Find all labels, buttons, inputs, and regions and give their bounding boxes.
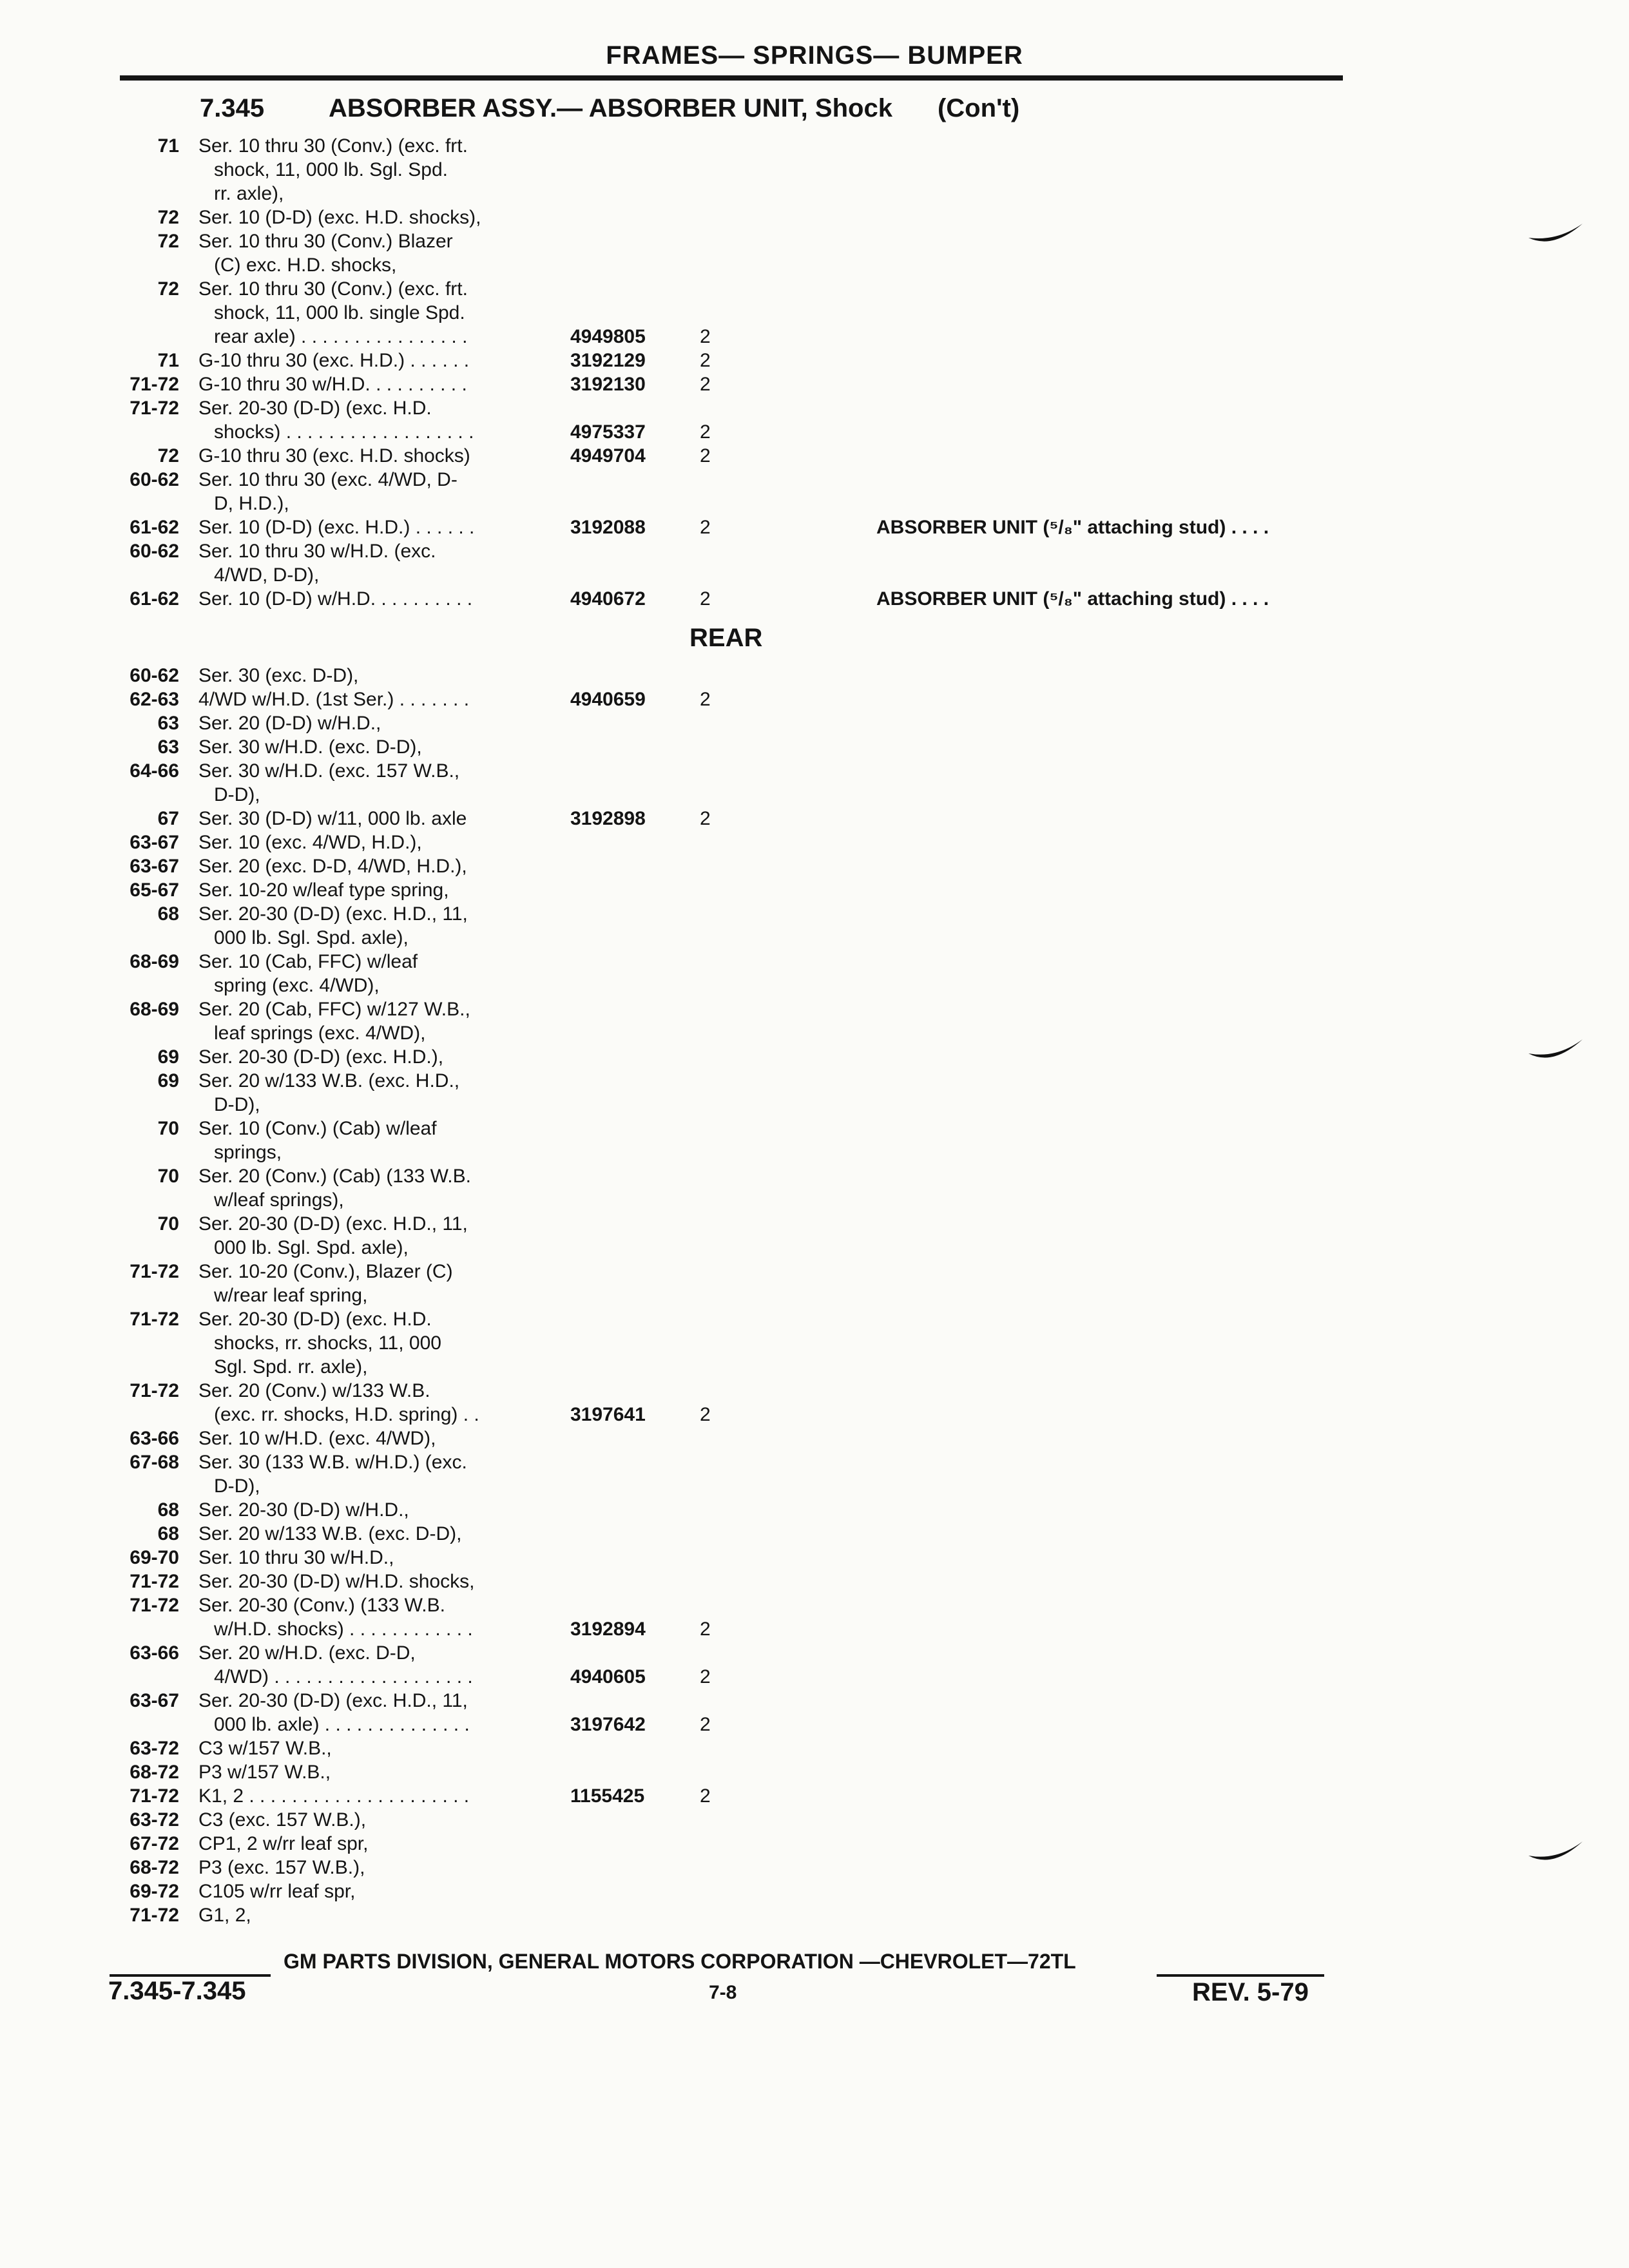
parts-list-entry xyxy=(108,444,1526,468)
entry-description-line: Ser. 20-30 (D-D) w/H.D. shocks, xyxy=(198,1571,475,1592)
entry-description xyxy=(198,1903,653,1927)
entry-description-line: springs, xyxy=(214,1142,282,1163)
page-title: FRAMES— SPRINGS— BUMPER xyxy=(606,41,1023,70)
parts-list-entry xyxy=(108,997,1526,1045)
entry-quantity: 2 xyxy=(700,374,711,395)
parts-list-entry xyxy=(108,759,1526,807)
entry-years: 67-72 xyxy=(130,1833,179,1854)
parts-list-entry xyxy=(108,1307,1526,1379)
entry-description-line: Ser. 20 w/133 W.B. (exc. H.D., xyxy=(198,1070,460,1091)
entry-description-line: Ser. 20-30 (D-D) (exc. H.D. xyxy=(198,398,432,419)
parts-list-entry xyxy=(108,134,1526,206)
entry-description xyxy=(198,950,653,997)
entry-description-line: Ser. 10 (exc. 4/WD, H.D.), xyxy=(198,832,422,853)
entry-part-number: 4940659 xyxy=(570,689,646,710)
parts-list-entry xyxy=(108,1212,1526,1260)
entry-description-line: Ser. 20-30 (D-D) (exc. H.D.), xyxy=(198,1046,444,1068)
entry-years: 69-72 xyxy=(130,1881,179,1902)
entry-description-line: Ser. 20 w/H.D. (exc. D-D, xyxy=(198,1642,416,1664)
entry-years: 71-72 xyxy=(130,1309,179,1330)
parts-list-entry xyxy=(108,587,1526,611)
parts-list-entry xyxy=(108,1546,1526,1570)
entry-note: ABSORBER UNIT (⁵/₈" attaching stud) . . . . xyxy=(876,588,1269,610)
section-continued: (Con't) xyxy=(937,94,1020,122)
entry-description-line: leaf springs (exc. 4/WD), xyxy=(214,1023,426,1044)
entry-description-line: Ser. 10 thru 30 (Conv.) Blazer xyxy=(198,231,453,252)
entry-years: 70 xyxy=(157,1166,179,1187)
parts-list-entry xyxy=(108,1379,1526,1427)
parts-list-entry xyxy=(108,1808,1526,1832)
entry-years: 72 xyxy=(157,445,179,466)
entry-description xyxy=(198,206,653,229)
entry-years: 70 xyxy=(157,1118,179,1139)
parts-list-entry xyxy=(108,1117,1526,1164)
entry-description-line: Ser. 30 (exc. D-D), xyxy=(198,665,359,686)
entry-description-line: Ser. 10 w/H.D. (exc. 4/WD), xyxy=(198,1428,436,1449)
entry-part-number: 4949704 xyxy=(570,445,646,466)
parts-list-entry xyxy=(108,372,1526,396)
entry-part-number: 3197641 xyxy=(570,1404,646,1425)
entry-years: 61-62 xyxy=(130,517,179,538)
parts-list-entry xyxy=(108,1784,1526,1808)
entry-description xyxy=(198,1498,653,1522)
entry-quantity: 2 xyxy=(700,1404,711,1425)
entry-quantity: 2 xyxy=(700,326,711,347)
entry-description xyxy=(198,997,653,1045)
entry-description-line: Ser. 20 (D-D) w/H.D., xyxy=(198,713,381,734)
entry-description xyxy=(198,1522,653,1546)
parts-list-entry xyxy=(108,1522,1526,1546)
entry-description xyxy=(198,134,653,206)
entry-description xyxy=(198,1879,653,1903)
entry-years: 71 xyxy=(157,135,179,157)
parts-list-entry xyxy=(108,229,1526,277)
entry-description xyxy=(198,1736,653,1760)
entry-description-line: Ser. 20-30 (D-D) w/H.D., xyxy=(198,1499,409,1521)
entry-description-line: shocks, rr. shocks, 11, 000 xyxy=(214,1332,441,1354)
entry-description-line: Ser. 20 w/133 W.B. (exc. D-D), xyxy=(198,1523,462,1544)
entry-description-line: Ser. 30 (D-D) w/11, 000 lb. axle xyxy=(198,808,467,829)
parts-list-entry xyxy=(108,831,1526,854)
entry-description-line: (exc. rr. shocks, H.D. spring) . . xyxy=(214,1404,479,1425)
entry-description-line: Ser. 10-20 (Conv.), Blazer (C) xyxy=(198,1261,453,1282)
entry-description xyxy=(198,1045,653,1069)
entry-description-line: D-D), xyxy=(214,1094,260,1115)
parts-list-entry xyxy=(108,1689,1526,1736)
parts-list-entry xyxy=(108,902,1526,950)
binder-mark-icon xyxy=(1527,1836,1585,1869)
entry-description-line: D, H.D.), xyxy=(214,493,289,514)
entry-description-line: Ser. 30 w/H.D. (exc. D-D), xyxy=(198,736,422,758)
entry-description-line: shock, 11, 000 lb. single Spd. xyxy=(214,302,465,323)
entry-years: 71-72 xyxy=(130,1380,179,1401)
parts-list-entry xyxy=(108,1879,1526,1903)
parts-list-entry xyxy=(108,1260,1526,1307)
entry-part-number: 3192129 xyxy=(570,350,646,371)
entry-description xyxy=(198,878,653,902)
entry-description xyxy=(198,1760,653,1784)
footer-page-number: 7-8 xyxy=(709,1982,737,2003)
entry-years: 69 xyxy=(157,1070,179,1091)
entry-description xyxy=(198,854,653,878)
parts-list-entry xyxy=(108,1593,1526,1641)
entry-years: 71-72 xyxy=(130,1785,179,1807)
entry-part-number: 1155425 xyxy=(570,1785,645,1807)
entry-description xyxy=(198,1427,653,1450)
parts-list-entry xyxy=(108,664,1526,687)
entry-description xyxy=(198,711,653,735)
parts-list-entry xyxy=(108,1832,1526,1856)
entry-years: 71-72 xyxy=(130,1905,179,1926)
entry-description xyxy=(198,1856,653,1879)
parts-list-entry xyxy=(108,687,1526,711)
entry-description-line: 4/WD) . . . . . . . . . . . . . . . . . . . xyxy=(214,1666,473,1687)
entry-description-line: D-D), xyxy=(214,1475,260,1497)
entry-years: 69 xyxy=(157,1046,179,1068)
entry-description-line: w/H.D. shocks) . . . . . . . . . . . . xyxy=(214,1619,473,1640)
entry-description-line: Ser. 10 (Conv.) (Cab) w/leaf xyxy=(198,1118,437,1139)
parts-list-entry xyxy=(108,711,1526,735)
entry-description-line: Ser. 10 thru 30 (exc. 4/WD, D- xyxy=(198,469,458,490)
entry-years: 63-67 xyxy=(130,832,179,853)
entry-years: 63 xyxy=(157,713,179,734)
entry-description-line: P3 w/157 W.B., xyxy=(198,1762,331,1783)
entry-quantity: 2 xyxy=(700,445,711,466)
entry-description xyxy=(198,1546,653,1570)
entry-years: 62-63 xyxy=(130,689,179,710)
entry-years: 68-72 xyxy=(130,1857,179,1878)
entry-description-line: 4/WD w/H.D. (1st Ser.) . . . . . . . xyxy=(198,689,470,710)
parts-list-entry xyxy=(108,1045,1526,1069)
entry-description xyxy=(198,1450,653,1498)
entry-description xyxy=(198,1117,653,1164)
entry-description-line: Ser. 10 (D-D) (exc. H.D.) . . . . . . xyxy=(198,517,475,538)
entry-description-line: Ser. 10 thru 30 (Conv.) (exc. frt. xyxy=(198,135,468,157)
entry-description-line: Ser. 10 (Cab, FFC) w/leaf xyxy=(198,951,418,972)
entry-description-line: CP1, 2 w/rr leaf spr, xyxy=(198,1833,369,1854)
parts-list-entry xyxy=(108,515,1526,539)
entry-note: ABSORBER UNIT (⁵/₈" attaching stud) . . . . xyxy=(876,517,1269,538)
parts-list-entry xyxy=(108,396,1526,444)
entry-description-line: K1, 2 . . . . . . . . . . . . . . . . . . . . . xyxy=(198,1785,470,1807)
entry-part-number: 4940605 xyxy=(570,1666,646,1687)
entry-description-line: G-10 thru 30 (exc. H.D.) . . . . . . xyxy=(198,350,470,371)
entry-part-number: 3192088 xyxy=(570,517,646,538)
binder-mark-icon xyxy=(1527,216,1585,248)
parts-list-entry xyxy=(108,1570,1526,1593)
entry-years: 68-72 xyxy=(130,1762,179,1783)
entry-years: 64-66 xyxy=(130,760,179,782)
parts-list-entry xyxy=(108,277,1526,349)
entry-description-line: 000 lb. axle) . . . . . . . . . . . . . . xyxy=(214,1714,470,1735)
entry-quantity: 2 xyxy=(700,808,711,829)
entry-years: 60-62 xyxy=(130,541,179,562)
entry-years: 67 xyxy=(157,808,179,829)
entry-description-line: Ser. 20-30 (D-D) (exc. H.D., 11, xyxy=(198,903,468,925)
entry-description-line: Ser. 10 thru 30 w/H.D., xyxy=(198,1547,394,1568)
parts-list-entry xyxy=(108,1760,1526,1784)
entry-quantity: 2 xyxy=(700,1714,711,1735)
binder-mark-icon xyxy=(1527,1034,1585,1066)
entry-description-line: Ser. 20 (Conv.) (Cab) (133 W.B. xyxy=(198,1166,471,1187)
entry-description-line: Ser. 10 thru 30 (Conv.) (exc. frt. xyxy=(198,278,468,300)
entry-years: 68-69 xyxy=(130,951,179,972)
entry-description-line: Ser. 20-30 (D-D) (exc. H.D. xyxy=(198,1309,432,1330)
entry-part-number: 3192130 xyxy=(570,374,646,395)
entry-years: 71-72 xyxy=(130,1261,179,1282)
entry-description-line: G1, 2, xyxy=(198,1905,251,1926)
footer-revision: REV. 5-79 xyxy=(1192,1978,1309,2006)
parts-list-entry xyxy=(108,206,1526,229)
entry-description xyxy=(198,1164,653,1212)
entry-quantity: 2 xyxy=(700,588,711,610)
section-title: ABSORBER ASSY.— ABSORBER UNIT, Shock xyxy=(329,94,892,122)
entry-quantity: 2 xyxy=(700,350,711,371)
entry-years: 61-62 xyxy=(130,588,179,610)
entry-years: 71-72 xyxy=(130,374,179,395)
entry-quantity: 2 xyxy=(700,517,711,538)
entry-years: 70 xyxy=(157,1213,179,1235)
entry-years: 67-68 xyxy=(130,1452,179,1473)
entry-description-line: Ser. 10 (D-D) (exc. H.D. shocks), xyxy=(198,207,481,228)
parts-list-entry xyxy=(108,1427,1526,1450)
entry-years: 72 xyxy=(157,278,179,300)
entry-quantity: 2 xyxy=(700,421,711,443)
entry-description xyxy=(198,1307,653,1379)
entry-description-line: C105 w/rr leaf spr, xyxy=(198,1881,356,1902)
rear-heading: REAR xyxy=(689,624,763,652)
entry-description xyxy=(198,902,653,950)
entry-years: 63-67 xyxy=(130,856,179,877)
parts-list-entry xyxy=(108,735,1526,759)
entry-part-number: 3192894 xyxy=(570,1619,646,1640)
entry-years: 68 xyxy=(157,1523,179,1544)
entry-years: 71 xyxy=(157,350,179,371)
parts-list-entry xyxy=(108,1498,1526,1522)
parts-list-entry xyxy=(108,854,1526,878)
parts-list-entry xyxy=(108,807,1526,831)
entry-description-line: 000 lb. Sgl. Spd. axle), xyxy=(214,927,409,948)
entry-quantity: 2 xyxy=(700,689,711,710)
entry-description-line: 4/WD, D-D), xyxy=(214,564,320,586)
entry-part-number: 3192898 xyxy=(570,808,646,829)
entry-years: 68 xyxy=(157,903,179,925)
entry-description xyxy=(198,735,653,759)
entry-part-number: 3197642 xyxy=(570,1714,646,1735)
entry-years: 71-72 xyxy=(130,398,179,419)
entry-quantity: 2 xyxy=(700,1666,711,1687)
entry-description xyxy=(198,1832,653,1856)
entry-description-line: Ser. 30 (133 W.B. w/H.D.) (exc. xyxy=(198,1452,467,1473)
entry-description-line: Ser. 20-30 (D-D) (exc. H.D., 11, xyxy=(198,1690,468,1711)
entry-description-line: Ser. 20 (Conv.) w/133 W.B. xyxy=(198,1380,430,1401)
entry-description-line: rear axle) . . . . . . . . . . . . . . . . xyxy=(214,326,468,347)
entry-description-line: spring (exc. 4/WD), xyxy=(214,975,380,996)
entry-years: 68 xyxy=(157,1499,179,1521)
footer-section-range: 7.345-7.345 xyxy=(108,1977,246,2005)
parts-list-entry xyxy=(108,1450,1526,1498)
entry-description-line: Ser. 30 w/H.D. (exc. 157 W.B., xyxy=(198,760,460,782)
entry-description-line: 000 lb. Sgl. Spd. axle), xyxy=(214,1237,409,1258)
entry-description xyxy=(198,1212,653,1260)
entry-years: 63-67 xyxy=(130,1690,179,1711)
entry-years: 71-72 xyxy=(130,1571,179,1592)
entry-description-line: Ser. 20-30 (D-D) (exc. H.D., 11, xyxy=(198,1213,468,1235)
entry-description-line: Ser. 10 (D-D) w/H.D. . . . . . . . . . xyxy=(198,588,473,610)
entry-description xyxy=(198,664,653,687)
entry-quantity: 2 xyxy=(700,1785,711,1807)
entry-description-line: (C) exc. H.D. shocks, xyxy=(214,255,397,276)
entry-years: 68-69 xyxy=(130,999,179,1020)
entry-description xyxy=(198,1808,653,1832)
entry-description xyxy=(198,1570,653,1593)
entry-description-line: Ser. 20 (Cab, FFC) w/127 W.B., xyxy=(198,999,470,1020)
entry-years: 63-66 xyxy=(130,1642,179,1664)
parts-list-entry xyxy=(108,878,1526,902)
entry-description-line: Ser. 20-30 (Conv.) (133 W.B. xyxy=(198,1595,445,1616)
entry-years: 69-70 xyxy=(130,1547,179,1568)
entry-description-line: Ser. 10-20 w/leaf type spring, xyxy=(198,879,449,901)
entry-years: 63 xyxy=(157,736,179,758)
entry-years: 60-62 xyxy=(130,665,179,686)
entry-description-line: rr. axle), xyxy=(214,183,284,204)
parts-list-entry xyxy=(108,950,1526,997)
entry-description-line: Ser. 10 thru 30 w/H.D. (exc. xyxy=(198,541,436,562)
entry-description xyxy=(198,1069,653,1117)
entry-years: 72 xyxy=(157,207,179,228)
entry-description-line: w/leaf springs), xyxy=(214,1189,344,1211)
entry-description-line: shock, 11, 000 lb. Sgl. Spd. xyxy=(214,159,448,180)
entry-description xyxy=(198,831,653,854)
parts-list-entry xyxy=(108,1069,1526,1117)
entry-years: 65-67 xyxy=(130,879,179,901)
entry-description xyxy=(198,229,653,277)
entry-description-line: Ser. 20 (exc. D-D, 4/WD, H.D.), xyxy=(198,856,467,877)
entry-description-line: C3 w/157 W.B., xyxy=(198,1738,332,1759)
entry-years: 72 xyxy=(157,231,179,252)
parts-list-entry xyxy=(108,349,1526,372)
parts-list-entry xyxy=(108,468,1526,515)
entry-part-number: 4940672 xyxy=(570,588,646,610)
footer-rule-right xyxy=(1157,1974,1324,1977)
entry-description-line: w/rear leaf spring, xyxy=(214,1285,368,1306)
parts-list-entry xyxy=(108,1736,1526,1760)
entry-description-line: D-D), xyxy=(214,784,260,805)
entry-years: 63-72 xyxy=(130,1809,179,1831)
entry-description xyxy=(198,468,653,515)
entry-part-number: 4975337 xyxy=(570,421,646,443)
parts-list-entry xyxy=(108,1856,1526,1879)
entry-description-line: shocks) . . . . . . . . . . . . . . . . . . xyxy=(214,421,474,443)
section-number: 7.345 xyxy=(200,94,265,122)
entry-quantity: 2 xyxy=(700,1619,711,1640)
entry-description xyxy=(198,539,653,587)
parts-list-entry xyxy=(108,539,1526,587)
parts-list-entry xyxy=(108,1164,1526,1212)
entry-description-line: G-10 thru 30 w/H.D. . . . . . . . . . xyxy=(198,374,467,395)
parts-list-entry xyxy=(108,1903,1526,1927)
footer-publisher: GM PARTS DIVISION, GENERAL MOTORS CORPORATION —CHEVROLET—72TL xyxy=(284,1950,1076,1973)
entry-part-number: 4949805 xyxy=(570,326,646,347)
entry-description-line: C3 (exc. 157 W.B.), xyxy=(198,1809,367,1831)
entry-description-line: G-10 thru 30 (exc. H.D. shocks) xyxy=(198,445,470,466)
entry-years: 63-72 xyxy=(130,1738,179,1759)
entry-years: 63-66 xyxy=(130,1428,179,1449)
entry-description-line: Sgl. Spd. rr. axle), xyxy=(214,1356,368,1378)
entry-years: 60-62 xyxy=(130,469,179,490)
entry-description xyxy=(198,1260,653,1307)
entry-description-line: P3 (exc. 157 W.B.), xyxy=(198,1857,365,1878)
entry-years: 71-72 xyxy=(130,1595,179,1616)
entry-description xyxy=(198,759,653,807)
parts-list-entry xyxy=(108,1641,1526,1689)
